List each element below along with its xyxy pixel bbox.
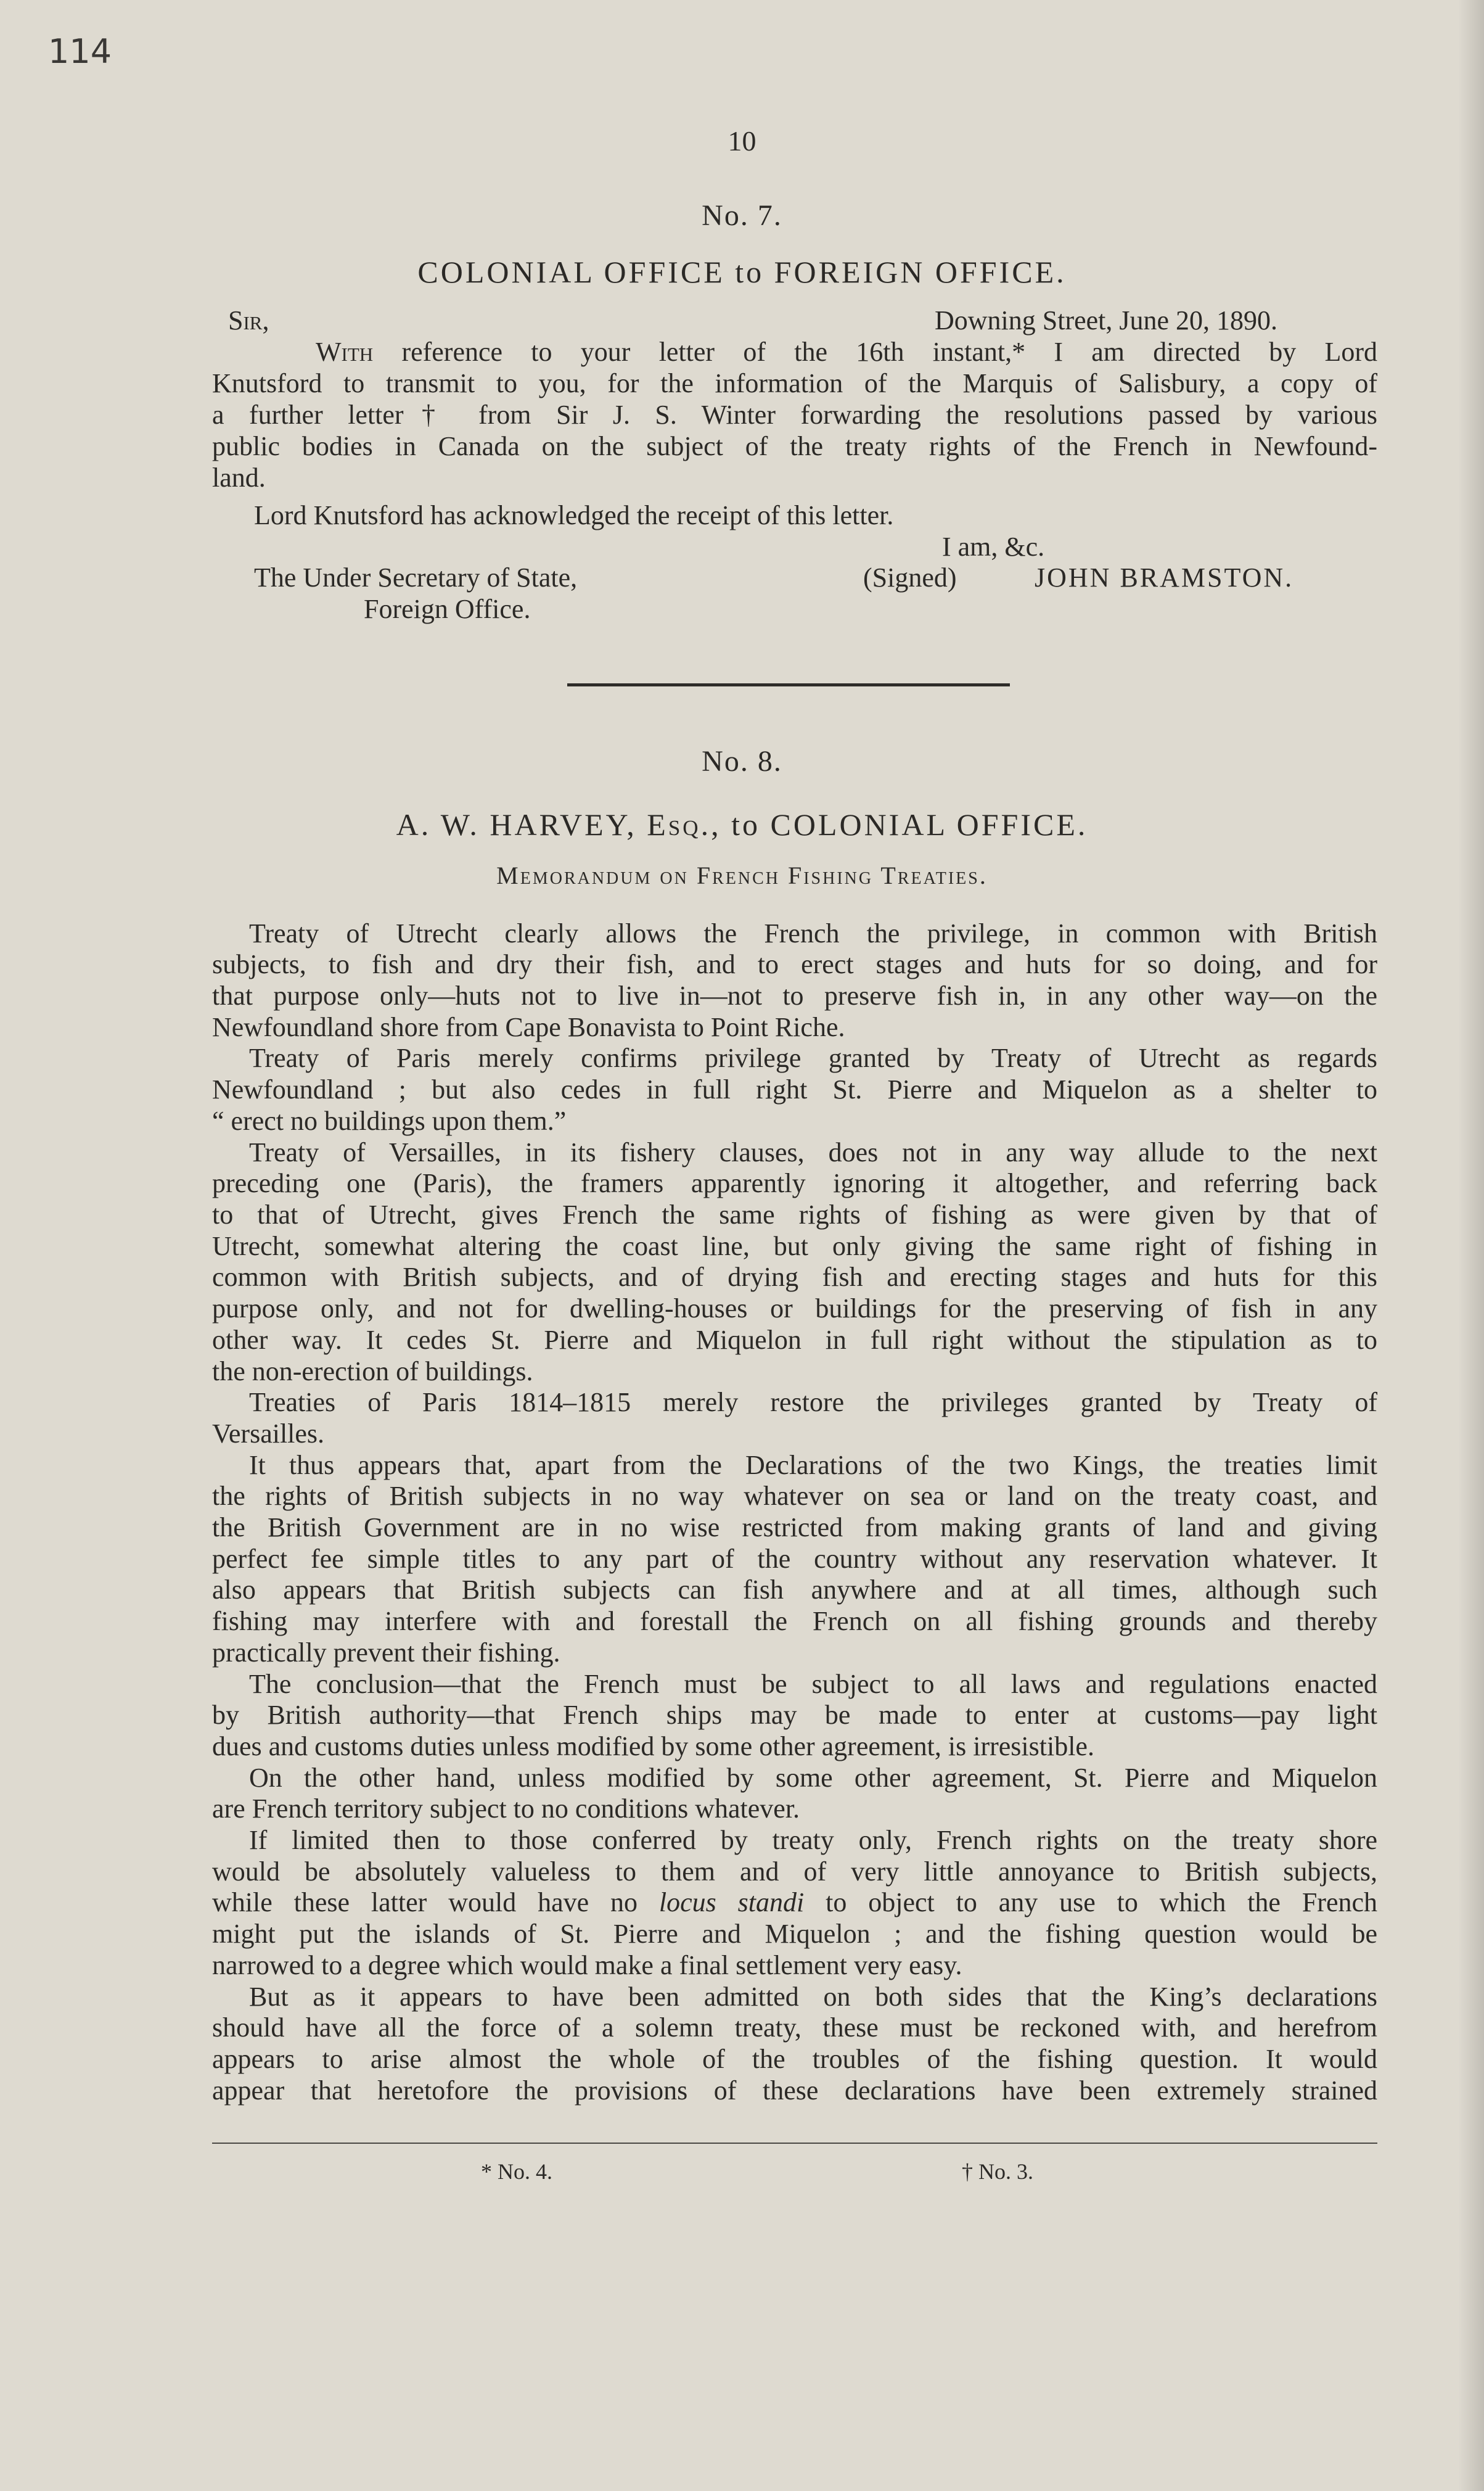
doc8-line: But as it appears to have been admitted on both sides that the King’s declarations [249, 1982, 1377, 2012]
doc8-line: by British authority—that French ships may be made to enter at customs—pay light [212, 1700, 1377, 1730]
archive-page-number: 114 [48, 32, 112, 71]
doc8-line: Versailles. [212, 1418, 325, 1449]
doc8-number: No. 8. [702, 745, 782, 778]
doc7-para1-line-5: land. [212, 463, 266, 493]
doc7-para2: Lord Knutsford has acknowledged the receipt of this letter. [254, 500, 894, 530]
doc8-line: the non-erection of buildings. [212, 1356, 533, 1386]
doc8-line: might put the islands of St. Pierre and Miquelon ; and the fishing question would be [212, 1919, 1377, 1949]
doc8-line: appears to arise almost the whole of the troubles of the fishing question. It would [212, 2044, 1377, 2074]
doc8-line: “ erect no buildings upon them.” [212, 1106, 567, 1136]
doc7-closing: I am, &c. [942, 532, 1045, 562]
doc8-line: Treaty of Utrecht clearly allows the French the privilege, in common with British [249, 918, 1377, 949]
latin-phrase: locus standi [658, 1887, 805, 1917]
doc8-line: The conclusion—that the French must be subject to all laws and regulations enacted [249, 1669, 1377, 1699]
doc7-signed: (Signed) [863, 562, 957, 593]
doc8-line: the rights of British subjects in no way whatever on sea or land on the treaty coast, and [212, 1481, 1377, 1511]
doc8-line: Treaty of Paris merely confirms privilege granted by Treaty of Utrecht as regards [249, 1043, 1377, 1073]
doc7-para1-line-4: public bodies in Canada on the subject of the treaty rights of the French in Newfound- [212, 431, 1377, 461]
doc7-para1-line-2: Knutsford to transmit to you, for the information of the Marquis of Salisbury, a copy of [212, 368, 1377, 398]
doc8-line: Treaty of Versailles, in its fishery clauses, does not in any way allude to the next [249, 1137, 1377, 1167]
doc8-line: It thus appears that, apart from the Declarations of the two Kings, the treaties limit [249, 1450, 1377, 1480]
doc8-line: subjects, to fish and dry their fish, and to erect stages and huts for so doing, and for [212, 949, 1377, 979]
doc8-line: other way. It cedes St. Pierre and Miquelon in full right without the stipulation as to [212, 1325, 1377, 1355]
doc8-line: preceding one (Paris), the framers apparently ignoring it altogether, and referring back [212, 1168, 1377, 1198]
section-divider [567, 683, 1010, 686]
doc7-addressee-line1: The Under Secretary of State, [254, 562, 578, 593]
doc8-heading-esq: Esq., [647, 807, 721, 842]
doc8-line: On the other hand, unless modified by some other agreement, St. Pierre and Miquelon [249, 1763, 1377, 1793]
doc8-line: Treaties of Paris 1814–1815 merely restore the privileges granted by Treaty of [249, 1387, 1377, 1417]
doc7-number: No. 7. [702, 199, 782, 232]
doc8-line: Newfoundland ; but also cedes in full right St. Pierre and Miquelon as a shelter to [212, 1074, 1377, 1105]
doc8-heading [0, 807, 1484, 842]
doc8-line: should have all the force of a solemn treaty, these must be reckoned with, and herefrom [212, 2012, 1377, 2043]
doc8-line: while these latter would have no locus standi to object to any use to which the French [212, 1887, 1378, 1917]
page-number: 10 [728, 125, 756, 157]
doc7-salutation: Sir, [228, 305, 269, 336]
doc8-heading-name: A. W. HARVEY, [396, 807, 637, 842]
doc8-line: purpose only, and not for dwelling-houses or buildings for the preserving of fish in any [212, 1293, 1377, 1324]
doc7-signature: JOHN BRAMSTON. [1035, 562, 1294, 593]
doc7-heading: COLONIAL OFFICE to FOREIGN OFFICE. [417, 255, 1067, 289]
doc8-line: perfect fee simple titles to any part of the country without any reservation whatever. It [212, 1544, 1377, 1574]
doc8-line: practically prevent their fishing. [212, 1637, 560, 1668]
footnote-1: * No. 4. [481, 2159, 552, 2184]
footnote-rule [212, 2143, 1377, 2144]
doc7-para1-line-1: With reference to your letter of the 16th instant,* I am directed by Lord [316, 337, 1377, 367]
doc8-line: to that of Utrecht, gives French the same rights of fishing as were given by that of [212, 1200, 1377, 1230]
doc7-address-date: Downing Street, June 20, 1890. [935, 305, 1278, 336]
doc8-line: are French territory subject to no conditions whatever. [212, 1793, 800, 1824]
doc8-line: also appears that British subjects can fish anywhere and at all times, although such [212, 1575, 1377, 1605]
doc8-line: that purpose only—huts not to live in—not to preserve fish in, in any other way—on the [212, 981, 1377, 1011]
page-edge-shadow [1458, 0, 1484, 2491]
doc8-line: Newfoundland shore from Cape Bonavista to Point Riche. [212, 1012, 845, 1042]
doc7-addressee-line2: Foreign Office. [364, 594, 531, 624]
doc8-line: narrowed to a degree which would make a final settlement very easy. [212, 1950, 962, 1980]
doc7-para1-line-3: a further letter† from Sir J. S. Winter forwarding the resolutions passed by various [212, 400, 1377, 430]
doc8-line: would be absolutely valueless to them and of very little annoyance to British subjects, [212, 1856, 1377, 1887]
doc8-heading-dest: to COLONIAL OFFICE. [731, 807, 1088, 842]
footnote-2: † No. 3. [962, 2159, 1033, 2184]
lead-word: With [316, 337, 374, 367]
doc8-line: appear that heretofore the provisions of these declarations have been extremely strained [212, 2075, 1377, 2106]
doc8-line: fishing may interfere with and forestall the French on all fishing grounds and thereby [212, 1606, 1377, 1636]
doc8-line: the British Government are in no wise restricted from making grants of land and giving [212, 1512, 1377, 1542]
doc8-line: common with British subjects, and of drying fish and erecting stages and huts for this [212, 1262, 1377, 1292]
doc8-subheading: Memorandum on French Fishing Treaties. [496, 862, 988, 889]
doc8-line: If limited then to those conferred by treaty only, French rights on the treaty shore [249, 1825, 1377, 1855]
doc8-line: Utrecht, somewhat altering the coast line, but only giving the same right of fishing in [212, 1231, 1377, 1261]
doc8-line: dues and customs duties unless modified by some other agreement, is irresistible. [212, 1731, 1094, 1761]
